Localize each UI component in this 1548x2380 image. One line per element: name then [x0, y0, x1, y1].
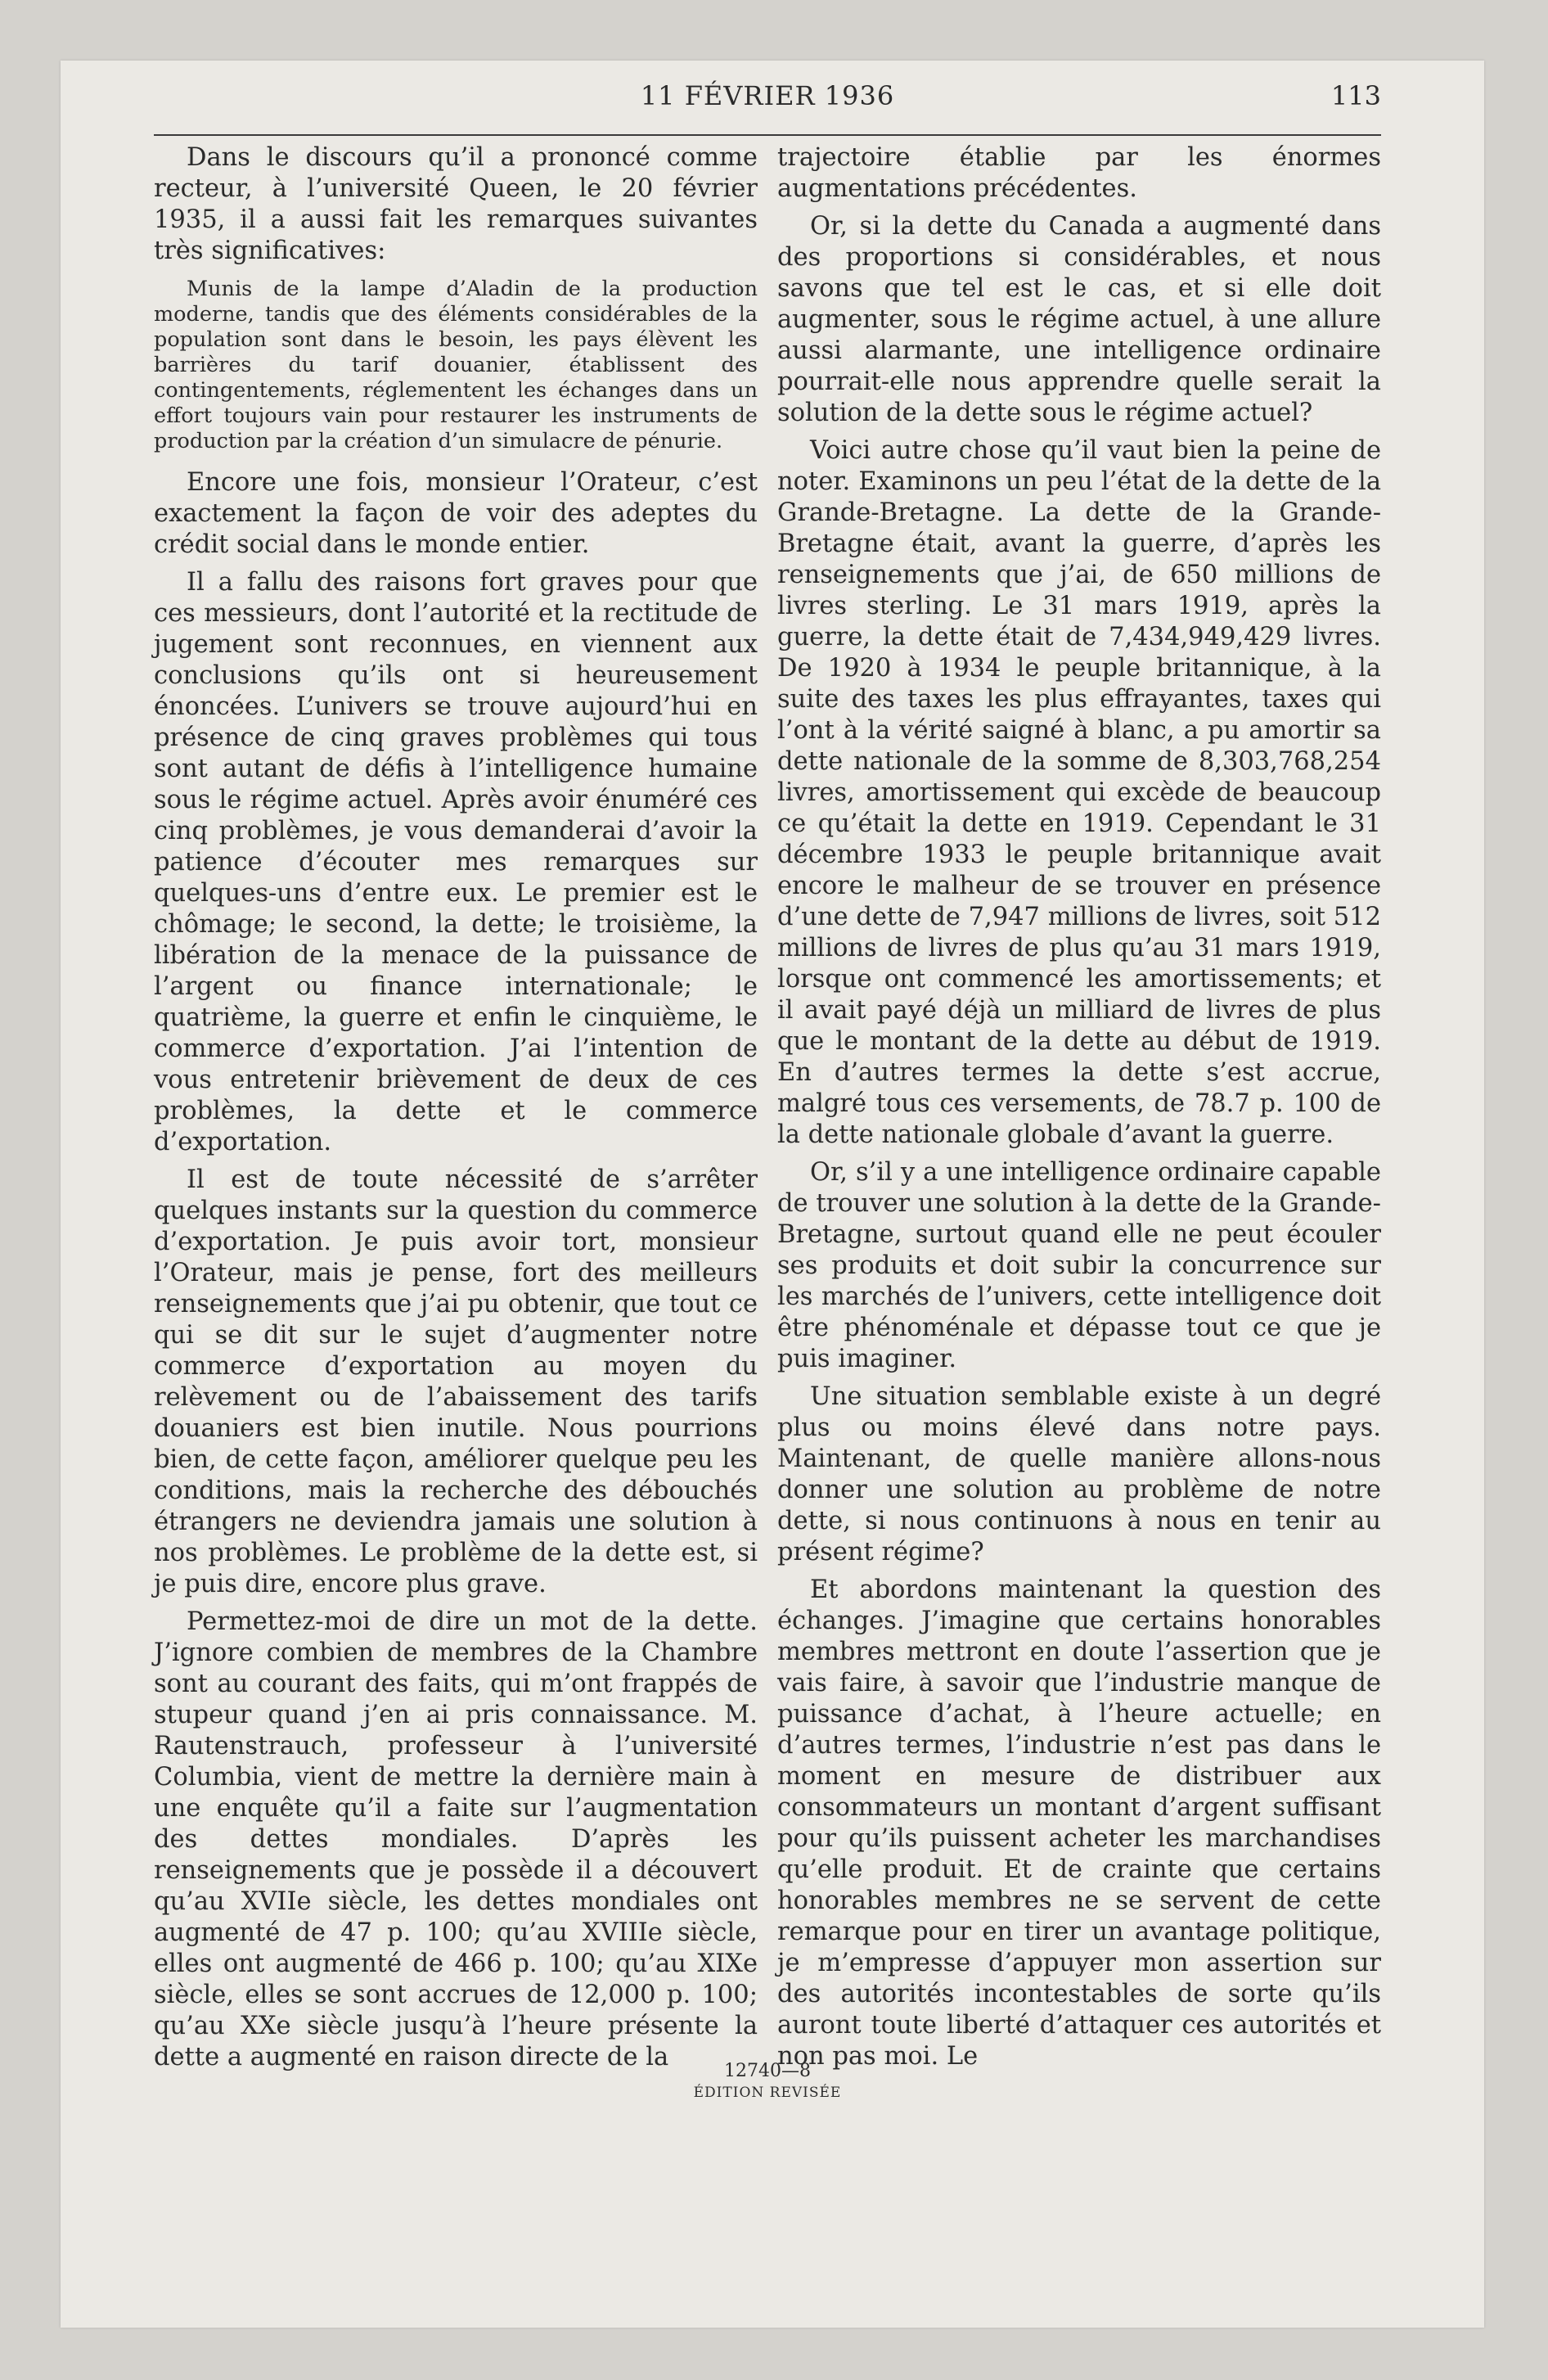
paragraph: Encore une fois, monsieur l’Orateur, c’est exactement la façon de voir des adeptes du crédit social dans le monde entier. — [154, 468, 758, 559]
paragraph: Or, si la dette du Canada a augmenté dans des proportions si considérables, et nous savons que tel est le cas, et si elle doit augmenter, sous le régime actuel, à une allure aussi alarmante, une intelligence ordinaire pourrait-elle nous apprendre quelle serait la solution de la dette sous le régime actuel? — [777, 212, 1381, 427]
paragraph: Or, s’il y a une intelligence ordinaire capable de trouver une solution à la dette de la Grande-Bretagne, surtout quand elle ne peut écouler ses produits et doit subir la concurrence sur les marchés de l’univers, cette intelligence doit être phénoménale et dépasse tout ce que je puis imaginer. — [777, 1158, 1381, 1373]
print-code: 12740—8 — [724, 2061, 811, 2081]
block-quote: Munis de la lampe d’Aladin de la production moderne, tandis que des éléments considérables de la population sont dans le besoin, les pays élèvent les barrières du tarif douanier, établissent des contingentements, réglementent les échanges dans un effort toujours vain pour restaurer les instruments de production par la création d’un simulacre de pénurie. — [154, 277, 758, 453]
paragraph: trajectoire établie par les énormes augmentations précédentes. — [777, 143, 1381, 203]
header-rule — [154, 134, 1381, 136]
paragraph: Il est de toute nécessité de s’arrêter quelques instants sur la question du commerce d’exportation. Je puis avoir tort, monsieur l’Orateur, mais je pense, fort des meilleurs renseignements que j’ai pu obtenir, que tout ce qui se dit sur le sujet d’augmenter notre commerce d’exportation au moyen du relèvement ou de l’abaissement des tarifs douaniers est bien inutile. Nous pourrions bien, de cette façon, améliorer quelque peu les conditions, mais la recherche des débouchés étrangers ne deviendra jamais une solution à nos problèmes. Le problème de la dette est, si je puis dire, encore plus grave. — [154, 1165, 758, 1598]
left-column — [154, 142, 758, 2080]
right-column — [777, 142, 1381, 2079]
page-footer — [154, 2061, 1381, 2101]
paragraph: Il a fallu des raisons fort graves pour que ces messieurs, dont l’autorité et la rectitude de jugement sont reconnues, en viennent aux conclusions qu’ils ont si heureusement énoncées. L’univers se trouve aujourd’hui en présence de cinq graves problèmes qui tous sont autant de défis à l’intelligence humaine sous le régime actuel. Après avoir énuméré ces cinq problèmes, je vous demanderai d’avoir la patience d’écouter mes remarques sur quelques-uns d’entre eux. Le premier est le chômage; le second, la dette; le troisième, la libération de la menace de la puissance de l’argent ou finance internationale; le quatrième, la guerre et enfin le cinquième, le commerce d’exportation. J’ai l’intention de vous entretenir brièvement de deux de ces problèmes, la dette et le commerce d’exportation. — [154, 568, 758, 1156]
paragraph: Dans le discours qu’il a prononcé comme recteur, à l’université Queen, le 20 février 1935, il a aussi fait les remarques suivantes très significatives: — [154, 143, 758, 265]
page-number: 113 — [1330, 80, 1381, 111]
paragraph: Permettez-moi de dire un mot de la dette. J’ignore combien de membres de la Chambre sont au courant des faits, qui m’ont frappés de stupeur quand j’en ai pris connaissance. M. Rautenstrauch, professeur à l’université Columbia, vient de mettre la dernière main à une enquête qu’il a faite sur l’augmentation des dettes mondiales. D’après les renseignements que je possède il a découvert qu’au XVIIe siècle, les dettes mondiales ont augmenté de 47 p. 100; qu’au XVIIIe siècle, elles ont augmenté de 466 p. 100; qu’au XIXe siècle, elles se sont accrues de 12,000 p. 100; qu’au XXe siècle jusqu’à l’heure présente la dette a augmenté en raison directe de la — [154, 1607, 758, 2071]
edition-label: ÉDITION REVISÉE — [693, 2085, 842, 2101]
paragraph: Et abordons maintenant la question des échanges. J’imagine que certains honorables membres mettront en doute l’assertion que je vais faire, à savoir que l’industrie manque de puissance d’achat, à l’heure actuelle; en d’autres termes, l’industrie n’est pas dans le moment en mesure de distribuer aux consommateurs un montant d’argent suffisant pour qu’ils puissent acheter les marchandises qu’elle produit. Et de crainte que certains honorables membres ne se servent de cette remarque pour en tirer un avantage politique, je m’empresse d’appuyer mon assertion sur des autorités incontestables de sorte qu’ils auront toute liberté d’attaquer ces autorités et non pas moi. Le — [777, 1575, 1381, 2071]
header-date: 11 FÉVRIER 1936 — [640, 80, 895, 111]
page-header — [154, 74, 1381, 123]
paragraph: Une situation semblable existe à un degré plus ou moins élevé dans notre pays. Maintenant, de quelle manière allons-nous donner une solution au problème de notre dette, si nous continuons à nous en tenir au présent régime? — [777, 1382, 1381, 1566]
paragraph: Voici autre chose qu’il vaut bien la peine de noter. Examinons un peu l’état de la dette de la Grande-Bretagne. La dette de la Grande-Bretagne était, avant la guerre, d’après les renseignements que j’ai, de 650 millions de livres sterling. Le 31 mars 1919, après la guerre, la dette était de 7,434,949,429 livres. De 1920 à 1934 le peuple britannique, à la suite des taxes les plus effrayantes, taxes qui l’ont à la vérité saigné à blanc, a pu amortir sa dette nationale de la somme de 8,303,768,254 livres, amortissement qui excède de beaucoup ce qu’était la dette en 1919. Cependant le 31 décembre 1933 le peuple britannique avait encore le malheur de se trouver en présence d’une dette de 7,947 millions de livres, soit 512 millions de livres de plus qu’au 31 mars 1919, lorsque ont commencé les amortissements; et il avait payé déjà un milliard de livres de plus que le montant de la dette au début de 1919. En d’autres termes la dette s’est accrue, malgré tous ces versements, de 78.7 p. 100 de la dette nationale globale d’avant la guerre. — [777, 436, 1381, 1149]
